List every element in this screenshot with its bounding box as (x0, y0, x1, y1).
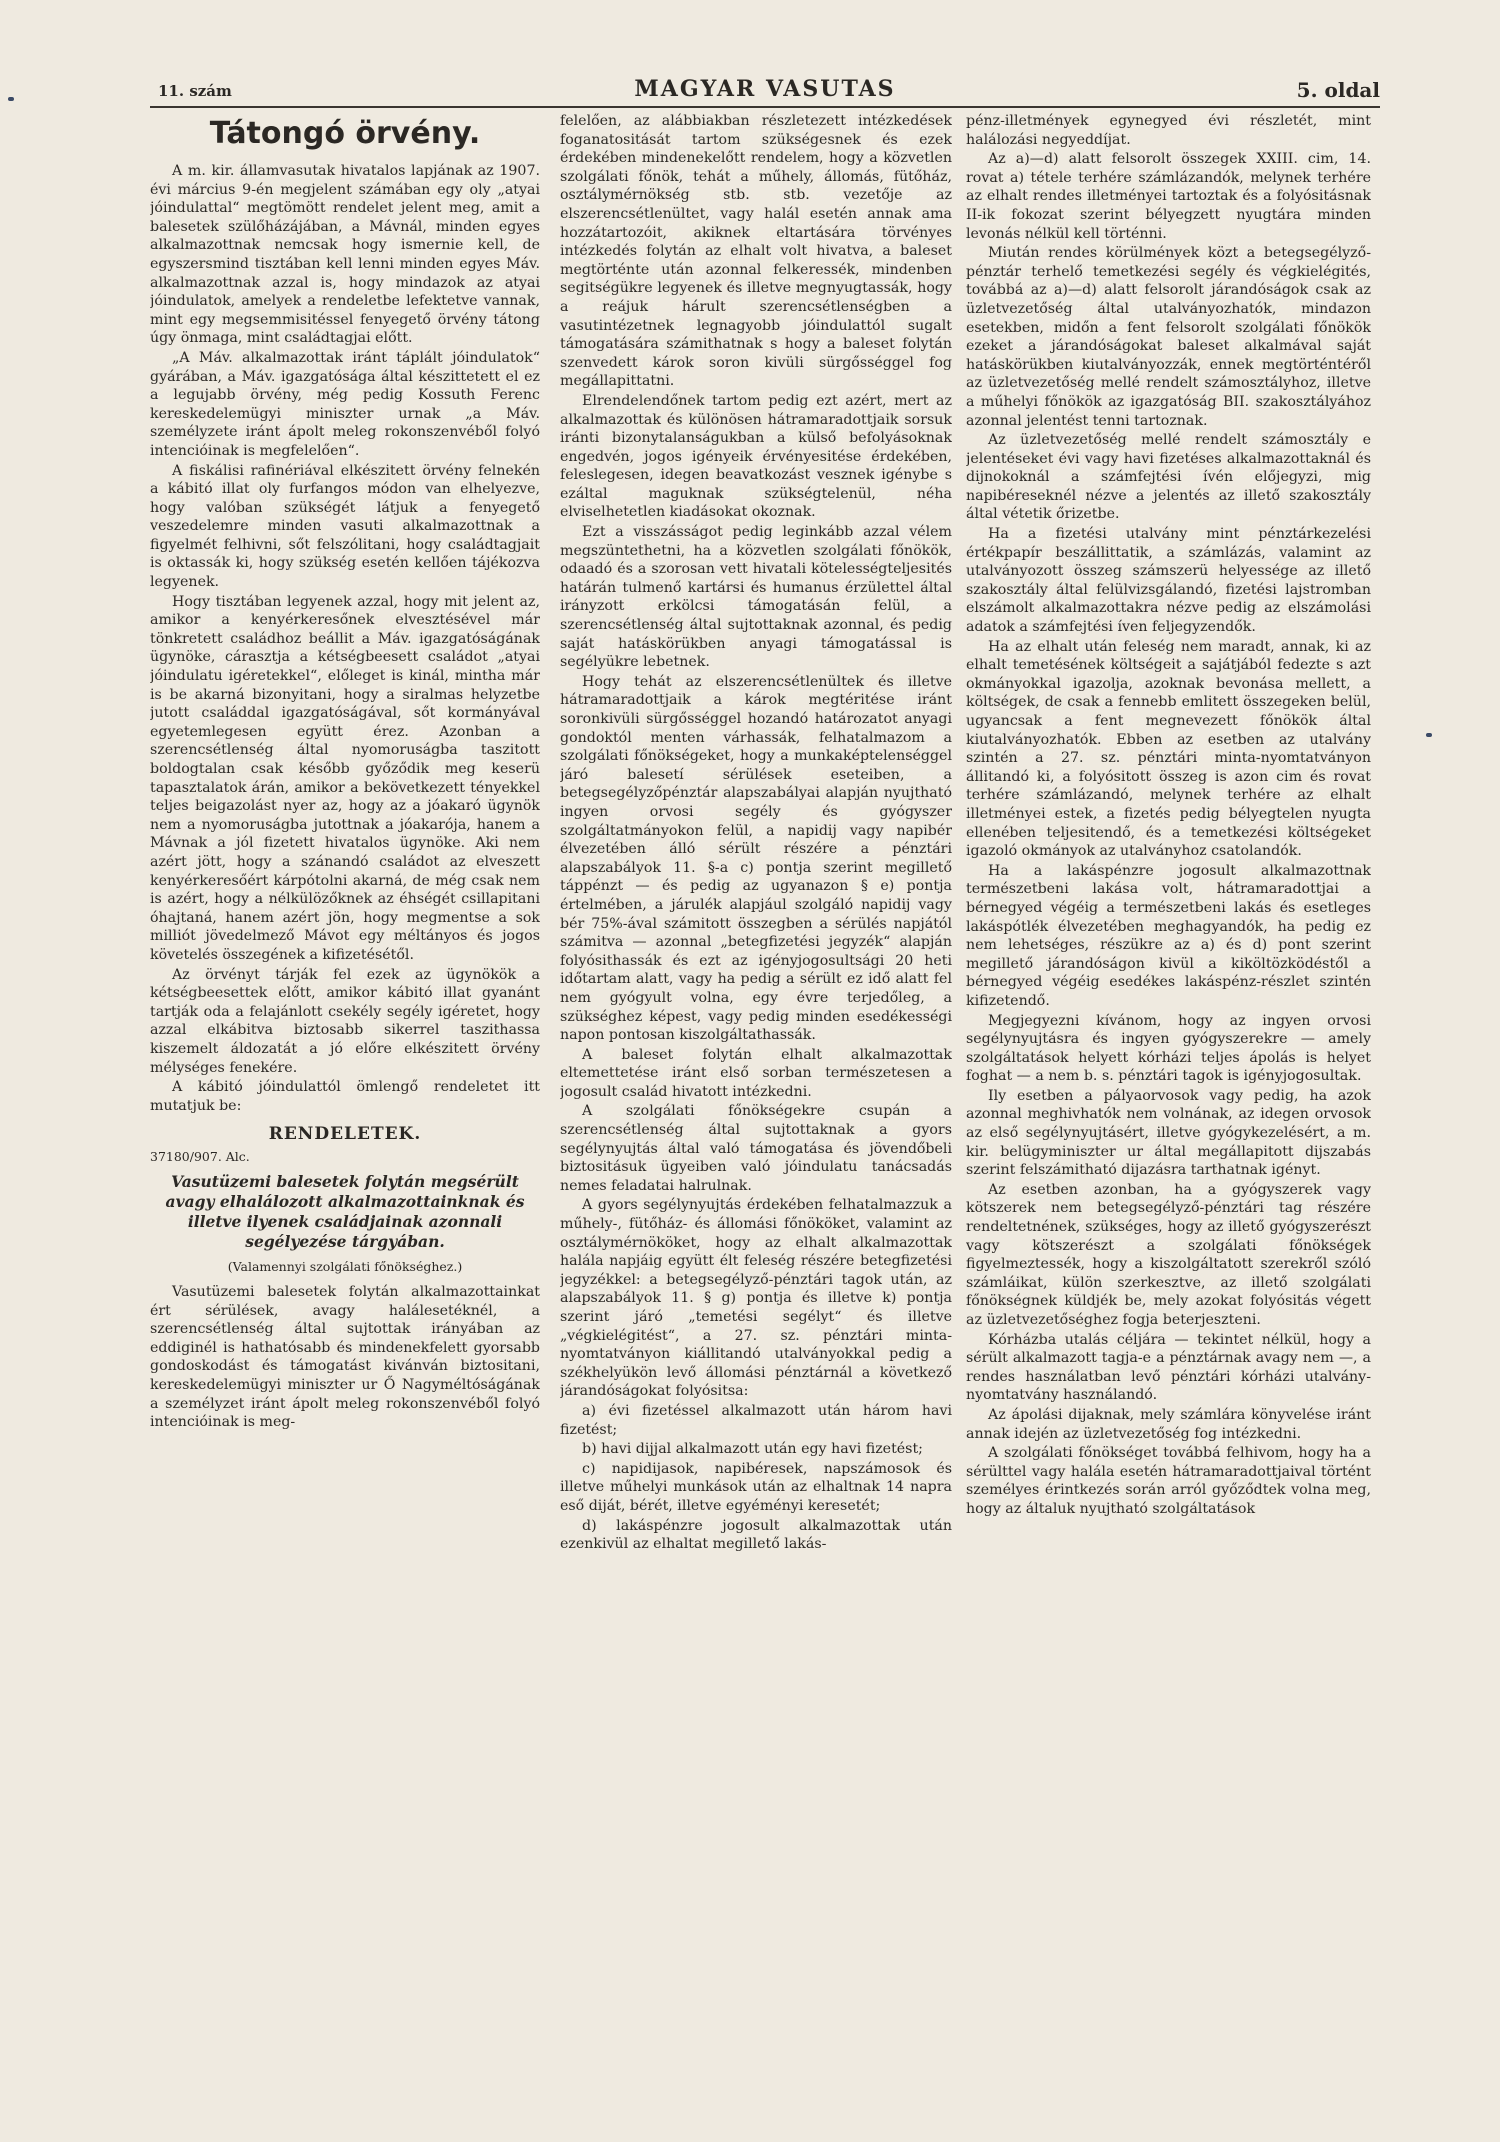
paragraph: Vasutüzemi balesetek folytán alkalmazottainkat ért sérülések, avagy halálesetéknél, a szerencsétlenség által sujtottak irányában az eddiginél is hathatósabb és mindenekfelett gyorsabb gondoskodást és támogatást kivánván biztositani, kereskedelemügyi miniszter ur Ő Nagyméltóságának a személyzet iránt ápolt meleg rokonszenvéből folyó intencióinak is meg- (150, 1284, 540, 1431)
paragraph: A kábitó jóindulattól ömlengő rendeletet itt mutatjuk be: (150, 1079, 540, 1114)
paragraph: A fiskálisi rafinériával elkészitett örvény felnekén a kábitó illat oly furfangos módon van elhelyezve, hogy valóban szükségét látjuk a fenyegető veszedelemre minden vasuti alkalmazottnak a figyelmét felhivni, sőt felszólitani, hogy családtagjait is oktassák ki, hogy szükség esetén kellően tájékozva legyenek. (150, 462, 540, 591)
journal-title: MAGYAR VASUTAS (634, 76, 896, 102)
list-item: c) napidijasok, napibéresek, napszámosok és illetve műhelyi munkások után az elhaltnak 14 napra eső diját, bérét, illetve egyéményi keresetét; (560, 1460, 952, 1514)
paragraph: A baleset folytán elhalt alkalmazottak eltemettetése iránt első sorban természetesen a jogosult család hivatott intézkedni. (560, 1046, 952, 1100)
paragraph: A gyors segélynyujtás érdekében felhatalmazzuk a műhely-, fütőház- és állomási főnököket, valamint az osztálymérnököket, hogy az elhalt alkalmazottak halála napjáig együtt élt feleség részére betegfizetési jegyzékkel: a betegsegélyző-pénztári tagok után, az alapszabályok 11. § g) pontja és illetve k) pontja szerint járó „temetési segélyt“ és illetve „végkielégitést“, a 27. sz. pénztári minta-nyomtatványon kiállitandó utalványokkal pedig a székhelyükön levő állomási pénztárnál a következő járandóságokat folyósitsa: (560, 1197, 952, 1400)
paragraph: felelően, az alábbiakban részletezett intézkedések foganatositását tartom szükségesnek és ezek érdekében mindenekelőtt rendelem, hogy a közvetlen szolgálati főnök, tehát a műhely, állomás, fütőház, osztálymérnökség stb. stb. vezetője az elszerencsétlenültet, vagy halál esetén annak ama hozzátartozóit, akiknek eltartására törvényes intézkedés folytán az elhalt volt hivatva, a baleset megtörténte után azonnal felkeressék, mindenben segitségükre legyenek és illetve megnyugtassák, hogy a reájuk hárult szerencsétlenségben a vasutintézetnek legnagyobb jóindulattól sugalt támogatására számithatnak s hogy a baleset folytán szenvedett károk soron kivüli sürgősséggel fog megállapittatni. (560, 113, 952, 390)
decree-reference: 37180/907. Alc. (150, 1148, 250, 1164)
paragraph: Az esetben azonban, ha a gyógyszerek vagy kötszerek nem betegsegélyző-pénztári tag részére rendeltetnének, szükséges, hogy az illető gyógyszerészt vagy kötszerészt a szolgálati főnökségek figyelmeztessék, hogy a kiszolgáltatott szerekről szóló számláikat, külön szerkesztve, az illető szolgálati főnökségnek küldjék be, mely azokat folyósitás végett az üzletvezetőséghez fogja beterjeszteni. (966, 1181, 1371, 1328)
list-item: d) lakáspénzre jogosult alkalmazottak után ezenkivül az elhaltat megillető lakás- (560, 1517, 952, 1553)
decree-subject: Vasutüzemi balesetek folytán megsérült avagy elhalálozott alkalmazottainknak és illetve ilyenek családjainak azonnali segélyezése tárgyában. (165, 1172, 525, 1252)
paragraph: Elrendelendőnek tartom pedig ezt azért, mert az alkalmazottak és különösen hátramaradottjaik sorsuk iránti bizonytalanságukban a külső befolyásoknak engedvén, jogos igényeik érvényesitése érdekében, feleslegesen, idegen beavatkozást vesznek igénybe s ezáltal maguknak szükségtelenül, néha elviselhetetlen kiadásokat okoznak. (560, 392, 952, 521)
paragraph: Ezt a visszásságot pedig leginkább azzal vélem megszüntethetni, ha a közvetlen szolgálati főnökök, odaadó és a szorosan vett hivatali kötelességteljesités határán tulmenő kartársi és humanus érzülettel által irányzott erkölcsi támogatásán felül, a szerencsétlenség által sujtottaknak azonnal, és pedig saját hatáskörükben anyagi támogatással is segélyükre lebetnek. (560, 524, 952, 671)
paragraph: Hogy tehát az elszerencsétlenültek és illetve hátramaradottjaik a károk megtéritése iránt soronkivüli sürgősséggel hozandó határozatot anyagi gondoktól menten várhassák, felhatalmazom a szolgálati főnökségeket, hogy a munkaképtelenséggel járó balesetí sérülések eseteiben, a betegsegélyzőpénztár alapszabályai alapján nyujtható ingyen orvosi segély és gyógyszer szolgáltatmányokon felül, a napidij vagy napibér élvezetében álló sérült részére a pénztári alapszabályok 11. §-a c) pontja szerint megillető táppénzt — és pedig az ugyanazon § e) pontja értelmében, a járulék alapjául szolgáló napidij vagy bér 75%-ával számitott összegben a sérülés napjától számitva — azonnal „betegfizetési jegyzék“ alapján folyósithassák és ezt az igényjogosultsági 20 heti időtartam alatt, vagy ha pedig a sérült ez idő alatt fel nem gyógyult volna, egy évre terjedőleg, a szükséghez képest, vagy pedig minden esedékességi napon pontosan kiszolgáltathassák. (560, 673, 952, 1044)
column-1 (150, 112, 540, 2122)
issue-number: 11. szám (158, 82, 232, 100)
paragraph: „A Máv. alkalmazottak iránt táplált jóindulatok“ gyárában, a Máv. igazgatósága által készittetett el ez a legujabb örvény, még pedig Kossuth Ferenc kereskedelemügyi miniszter urnak „a Máv. személyzete iránt ápolt meleg rokonszenvéből folyó intencióinak is megfelelően“. (150, 349, 540, 459)
paragraph: Ha a fizetési utalvány mint pénztárkezelési értékpapír beszállittatik, a számlázás, valamint az utalványozott összeg számszerü helyessége az illető szakosztály által felülvizsgálandó, fizetési lajstromban elszámolt alkalmazottakra nézve pedig az elszámolási adatok a számfejtési íven feljegyzendők. (966, 526, 1371, 636)
paragraph: A szolgálati főnökségekre csupán a szerencsétlenség által sujtottaknak a gyors segélynyujtás által való támogatása és jövendőbeli biztositásuk ügyeiben való jóindulatu tanácsadás nemes feladatai halrulnak. (560, 1103, 952, 1194)
article-title: Tátongó örvény. (209, 116, 481, 151)
paragraph: Hogy tisztában legyenek azzal, hogy mit jelent az, amikor a kenyérkeresőnek elvesztésével már tönkretett családhoz beállit a Máv. igazgatóságának ügynöke, cárasztja a kétségbeesett családot „atyai jóindulatu igéretekkel“, előleget is kinál, mintha már is be akarná bizonyitani, hogy a siralmas helyzetbe jutott családdal igazgatóságával, sőt kormányával egyetemlegesen együtt érez. Azonban a szerencsétlenség által nyomoruságba taszitott boldogtalan csak később győződik meg keserü tapasztalatok árán, amikor a bekövetkezett tényekkel teljes beigazolást nyer az, hogy az a jóakaró ügynök nem a nyomoruságba jutottnak a jóakarója, hanem a Mávnak a jól fizetett hivatalos ügynöke. Aki nem azért jött, hogy a szánandó családot az elveszett kenyérkeresőért kárpótolni akarná, de még csak nem is azért, hogy a nélkülözőknek az éhségét csillapitani óhajtaná, hanem azért jön, hogy megmentse a sok milliót jövedelmező Mávot egy méltányos és jogos követelés összegének a kifizetésétől. (150, 593, 540, 963)
paragraph: Az örvényt tárják fel ezek az ügynökök a kétségbeesettek előtt, amikor kábitó illat gyanánt tartják oda a felajánlott csekély segély igéretet, hogy azzal elkábitva biztosabb sikerrel taszithassa kiszemelt áldozatát a jó előre elkészitett örvény mélységes fenekére. (150, 966, 540, 1076)
paragraph: A szolgálati főnökséget továbbá felhivom, hogy ha a sérülttel vagy halála esetén hátramaradottjaival történt személyes érintkezés során arról győződtek volna meg, hogy az általuk nyujtható szolgáltatások (966, 1445, 1371, 1517)
page-number: 5. oldal (1296, 78, 1380, 102)
page-header (150, 74, 1380, 108)
list-item: a) évi fizetéssel alkalmazott után három havi fizetést; (560, 1402, 952, 1438)
paragraph: Ha az elhalt után feleség nem maradt, annak, ki az elhalt temetésének költségeit a sajátjából fedezte s azt okmányokkal igazolja, azoknak bevonása mellett, a költségek, de csak a fennebb emlitett összegeken belül, ugyancsak a fent megnevezett főnökök által kiutalványozhatók. Ebben az esetben az utalvány szintén a 27. sz. pénztári minta-nyomtatványon állitandó ki, a folyósitott összeg is azon cim és rovat terhére számlázandó, melynek terhére az elhalt illetményei estek, a fizetés pedig bélyegtelen nyugta ellenében teljesitendő, és a temetkezési költségeket igazoló okmányok az utalványhoz csatolandók. (966, 638, 1371, 860)
column-3 (966, 112, 1371, 2122)
ink-speck (1426, 733, 1432, 737)
decree-addressee: (Valamennyi szolgálati főnökséghez.) (227, 1259, 463, 1275)
paragraph: Az a)—d) alatt felsorolt összegek XXIII. cim, 14. rovat a) tétele terhére számlázandók, melynek terhére az elhalt rendes illetményei tartoztak és a folyósitásnak II-ik fokozat szerint bélyegzett nyugtára minden levonás nélkül kell történni. (966, 151, 1371, 242)
paragraph: Megjegyezni kívánom, hogy az ingyen orvosi segélynyujtásra és ingyen gyógyszerekre — amely szolgáltatások helyett kórházi teljes ápolás is helyet foghat — a nem b. s. pénztári tagok is igényjogosultak. (966, 1012, 1371, 1085)
list-item: b) havi dijjal alkalmazott után egy havi fizetést; (582, 1441, 923, 1458)
ink-speck (8, 97, 14, 101)
decree-heading: RENDELETEK. (268, 1124, 422, 1145)
paragraph: Az üzletvezetőség mellé rendelt számosztály e jelentéseket évi vagy havi fizetéses alkalmazottaknál és dijnokoknál a számfejtési ívén előjegyzi, mig napibéreseknél nézve a jelentés az illető szakosztály által vétetik őrizetbe. (966, 432, 1371, 523)
paragraph: Miután rendes körülmények közt a betegsegélyző-pénztár terhelő temetkezési segély és végkielégités, továbbá az a)—d) alatt felsorolt járandóságok csak az üzletvezetőség által utalványozhatók, mindazon esetekben, midőn a fent felsorolt szolgálati főnökök ezeket a járandóságokat baleset alkalmával saját hatáskörükben kiutalványozzák, ennek megtörténtéről az üzletvezetőség mellé rendelt számosztályhoz, illetve a műhelyi főnökök az igazgatóság BII. szakosztályához azonnal jelentést tenni tartoznak. (966, 245, 1371, 429)
paragraph: Ily esetben a pályaorvosok vagy pedig, ha azok azonnal meghivhatók nem volnának, az idegen orvosok az első segélynyujtásért, illetve gyógykezelésért, a m. kir. belügyminiszter ur által megállapitott dijszabás szerint felszámitható dijazásra tarthatnak igényt. (966, 1087, 1371, 1179)
column-2 (560, 112, 952, 2122)
paragraph: Ha a lakáspénzre jogosult alkalmazottnak természetbeni lakása volt, hátramaradottjai a bérnegyed végéig a természetbeni lakás és esetleges lakáspótlék élvezetében meghagyandók, ha pedig ez nem lehetséges, részükre az a) és d) pont szerint megillető járandóságon kivül a kiköltözködéstől a bérnegyed végéig esedékes lakáspénz-részlet szintén kifizetendő. (966, 862, 1371, 1009)
paragraph: pénz-illetmények egynegyed évi részletét, mint halálozási negyeddíjat. (966, 113, 1371, 148)
paragraph: A m. kir. államvasutak hivatalos lapjának az 1907. évi március 9-én megjelent számában egy oly „atyai jóindulattal“ megtömött rendelet jelent meg, amit a balesetek szülőházájában, a Mávnál, minden egyes alkalmazottnak nemcsak hogy ismernie kell, de egyszersmind tisztában kell lenni minden egyes Máv. alkalmazottnak azzal is, hogy mindazok az atyai jóindulatok, amelyek a rendeletbe lefektetve vannak, mint egy megsemmisitéssel fenyegető örvény tátong úgy önmaga, mint családtagjai előtt. (150, 163, 540, 347)
paragraph: Kórházba utalás céljára — tekintet nélkül, hogy a sérült alkalmazott tagja-e a pénztárnak avagy nem —, a rendes használatban levő pénztári kórházi utalvány-nyomtatvány használandó. (966, 1331, 1371, 1404)
paragraph: Az ápolási dijaknak, mely számlára könyvelése iránt annak idején az üzletvezetőség fog intézkedni. (966, 1406, 1371, 1442)
